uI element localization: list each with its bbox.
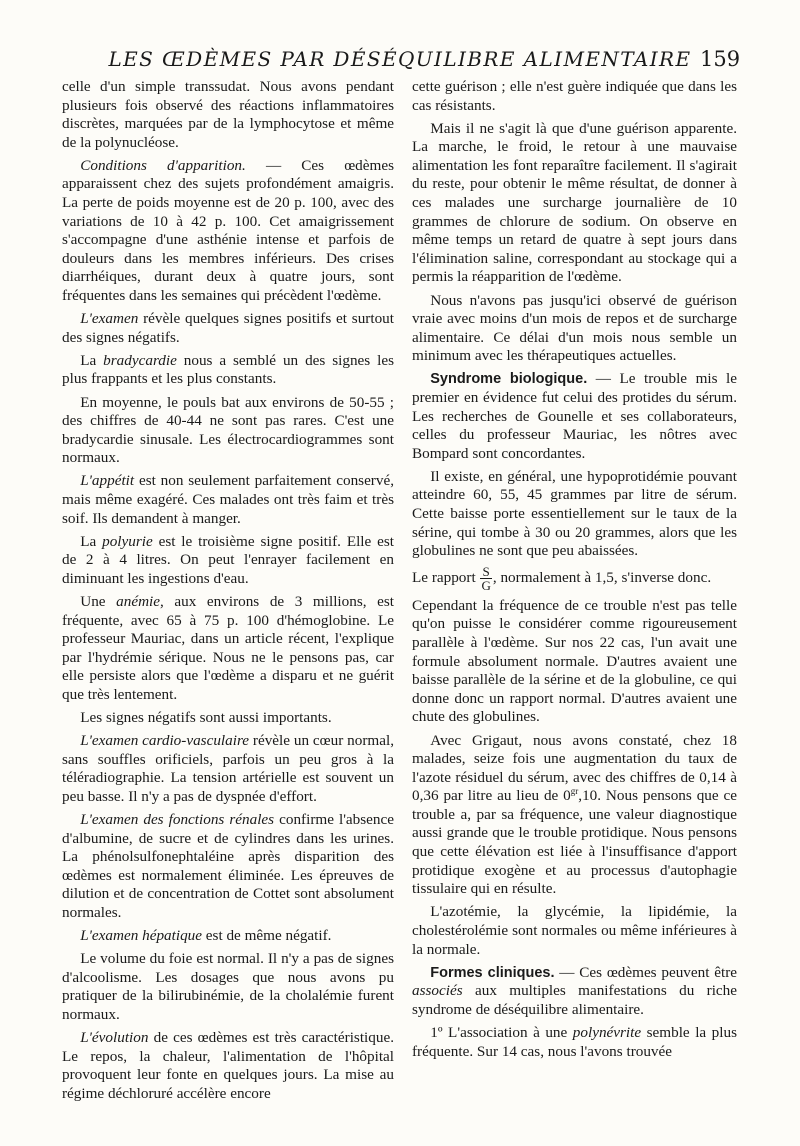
paragraph-text: , normalement à 1,5, s'inverse donc.: [492, 569, 712, 587]
right-column: [412, 78, 737, 1066]
paragraph: [412, 597, 737, 727]
paragraph-text: Une: [80, 592, 117, 610]
paragraph: [412, 468, 737, 561]
paragraph-text: celle d'un simple transsudat. Nous avons pendant plusieurs fois observé des réactions inflammatoires discrètes, marquées par de la lymphocytose et même de la polynucléose.: [62, 78, 394, 151]
fraction-numerator: S: [480, 565, 491, 579]
paragraph: [62, 1029, 394, 1103]
section-lead: polyurie: [102, 532, 153, 550]
paragraph-text: — Le trouble mis le premier en évidence fut celui des protides du sérum. Les recherches de Gounelle et ses collaborateurs, celles du professeur Mauriac, les nôtres avec Bompard sont concordantes.: [412, 370, 737, 462]
paragraph: [62, 352, 394, 389]
paragraph: [62, 533, 394, 589]
left-column: [62, 78, 394, 1108]
paragraph-text: ,10. Nous pensons que ce trouble a, par sa fréquence, une valeur diagnostique aussi grande que le trouble protidique. Nous pensons que cette élévation est liée à l'insuffisance d'apport protidique exogène et au processus d'autophagie tissulaire qui en résulte.: [412, 787, 737, 898]
emphasis: polynévrite: [572, 1023, 642, 1041]
paragraph-text: Les signes négatifs sont aussi importants.: [80, 709, 332, 726]
paragraph: [62, 593, 394, 705]
paragraph-text: Mais il ne s'agit là que d'une guérison apparente. La marche, le froid, le retour à une mauvaise alimentation les font reparaître facilement. Il s'agirait du reste, pour obtenir le même résultat, de donner à ces malades une surcharge journalière de 10 grammes de chlorure de sodium. On observe en même temps un retard de quatre à sept jours dans l'élimination saline, correspondant au stockage qui a permis la réapparition de l'œdème.: [412, 119, 737, 286]
paragraph: [412, 78, 737, 115]
paragraph-text: Le rapport: [412, 569, 480, 587]
paragraph: [62, 732, 394, 806]
section-lead: L'examen cardio-vasculaire: [80, 732, 250, 750]
paragraph: [62, 310, 394, 347]
paragraph: [62, 472, 394, 528]
paragraph: [412, 370, 737, 463]
unit-superscript: gr: [570, 786, 579, 797]
paragraph-text: semble la plus fréquente. Sur 14 cas, nous l'avons trouvée: [412, 1023, 737, 1060]
paragraph-text: cette guérison ; elle n'est guère indiquée que dans les cas résistants.: [412, 78, 737, 114]
section-lead: L'appétit: [80, 472, 135, 490]
section-lead: anémie: [116, 592, 160, 610]
paragraph-text: — Ces œdèmes peuvent être: [554, 963, 737, 981]
paragraph-text: est non seulement parfaitement conservé, mais même exagéré. Ces malades ont très faim et très soif. Ils demandent à manger.: [62, 472, 394, 527]
paragraph-text: est le troisième signe positif. Elle est de 2 à 4 litres. On peut l'enrayer facilement en diminuant les ingestions d'eau.: [62, 532, 394, 587]
section-lead: Conditions d'apparition.: [80, 156, 246, 174]
paragraph: [412, 732, 737, 899]
paragraph: [412, 120, 737, 287]
paragraph-text: — Ces œdèmes apparaissent chez des sujets profondément amaigris. La perte de poids moyenne est de 20 p. 100, avec des variations de 10 à 42 p. 100. Cet amaigrissement s'accompagne d'une asthénie intense et parfois de douleurs dans les membres inférieurs. Des crises diarrhéiques, durant deux à quatre jours, sont fréquentes dans les semaines qui précèdent l'œdème.: [62, 156, 394, 305]
paragraph-text: La: [80, 351, 104, 369]
paragraph-text: La: [80, 532, 103, 550]
section-heading: Formes cliniques.: [430, 964, 555, 981]
paragraph-text: 1º L'association à une: [430, 1023, 573, 1041]
ratio-fraction: [480, 565, 491, 592]
paragraph-text: aux multiples manifestations du riche syndrome de déséquilibre alimentaire.: [412, 982, 737, 1018]
paragraph-text: Avec Grigaut, nous avons constaté, chez 18 malades, seize fois une augmentation du taux de l'azote résiduel du sérum, avec des chiffres de 0,14 à 0,36 par litre au lieu de 0: [412, 731, 737, 805]
paragraph: [62, 709, 394, 728]
section-lead: L'évolution: [80, 1029, 149, 1046]
paragraph: [412, 1024, 737, 1061]
paragraph-text: Le volume du foie est normal. Il n'y a pas de signes d'alcoolisme. Les dosages que nous avons pu pratiquer de la bilirubinémie, de la cholalémie furent normaux.: [62, 950, 394, 1023]
paragraph: [62, 394, 394, 468]
emphasis: associés: [412, 982, 463, 1000]
paragraph: [62, 157, 394, 306]
fraction-denominator: G: [481, 578, 491, 594]
section-lead: L'examen des fonctions rénales: [80, 810, 275, 828]
section-lead: L'examen hépatique: [80, 927, 202, 945]
section-lead: L'examen: [80, 310, 139, 328]
paragraph-text: L'azotémie, la glycémie, la lipidémie, la cholestérolémie sont normales ou même inférieures à la normale.: [412, 903, 737, 958]
paragraph: [62, 950, 394, 1024]
paragraph-text: Il existe, en général, une hypoprotidémie pouvant atteindre 60, 55, 45 grammes par litre de sérum. Cette baisse porte essentiellement sur le taux de la sérine, qui tombe à 30 ou 20 grammes, alors que les globulines ne sont que peu abaissées.: [412, 467, 737, 560]
section-heading: Syndrome biologique.: [430, 371, 588, 388]
paragraph-text: nous a semblé un des signes les plus frappants et les plus constants.: [62, 351, 394, 388]
paragraph: [62, 927, 394, 946]
paragraph: [412, 964, 737, 1020]
paragraph-text: de ces œdèmes est très caractéristique. Le repos, la chaleur, l'alimentation de l'hôpital provoquent leur fonte en quelques jours. La mise au régime déchloruré accélère encore: [62, 1029, 394, 1102]
paragraph: [412, 292, 737, 366]
paragraph-text: révèle un cœur normal, sans souffles orificiels, parfois un peu gros à la téléradiographie. La tension artérielle est souvent un peu basse. Il n'y a pas de dyspnée d'effort.: [62, 732, 394, 805]
paragraph: [62, 78, 394, 152]
paragraph-text: En moyenne, le pouls bat aux environs de 50-55 ; des chiffres de 40-44 ne sont pas rares. C'est une bradycardie sinusale. Les électrocardiogrammes sont normaux.: [62, 393, 394, 467]
formula-line: [412, 565, 737, 592]
running-title: LES ŒDÈMES PAR DÉSÉQUILIBRE ALIMENTAIRE: [108, 47, 692, 71]
paragraph-text: Nous n'avons pas jusqu'ici observé de guérison vraie avec moins d'un mois de repos et de surcharge alimentaire. Ce délai d'un mois nous semble un minimum avec les thérapeutiques actuelles.: [412, 291, 737, 365]
paragraph-text: confirme l'absence d'albumine, de sucre et de cylindres dans les urines. La phénolsulfonephtaléine après disparition des œdèmes est normalement éliminée. Les épreuves de dilution et de concentration de Cottet sont absolument normales.: [62, 810, 394, 921]
paragraph-text: est de même négatif.: [202, 927, 332, 945]
paragraph-text: Cependant la fréquence de ce trouble n'est pas telle qu'on puisse le considérer comme rigoureusement parallèle à l'œdème. Sur nos 22 cas, l'un avait une formule absolument normale. D'autres avaient une baisse parallèle de la sérine et de la globuline, ce qui donne donc un rapport normal. D'autres avaient une chute des globulines.: [412, 596, 737, 726]
paragraph: [62, 811, 394, 923]
paragraph: [412, 903, 737, 959]
paragraph-text: révèle quelques signes positifs et surtout des signes négatifs.: [62, 310, 394, 346]
paragraph-text: , aux environs de 3 millions, est fréquente, avec 65 à 75 p. 100 d'hémoglobine. Le professeur Mauriac, dans un article récent, l'explique par l'hydrémie sérique. Nous ne le pensons pas, car elle persiste alors que l'œdème a disparu et ne guérit que très lentement.: [62, 592, 394, 703]
page-number: 159: [700, 47, 741, 71]
page-header: [0, 45, 800, 75]
section-lead: bradycardie: [103, 351, 177, 369]
